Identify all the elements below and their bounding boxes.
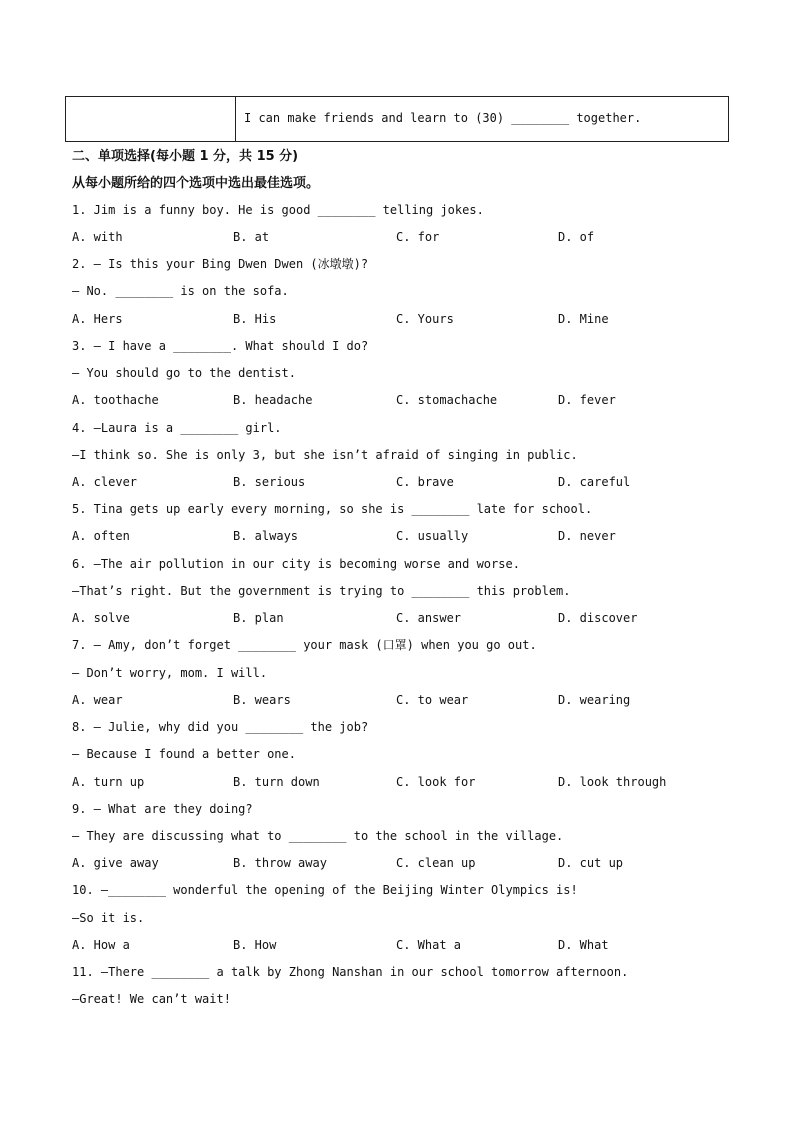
- question-10-option-a[interactable]: A. How a: [72, 938, 130, 952]
- question-3-option-c[interactable]: C. stomachache: [396, 393, 498, 407]
- question-9-option-c[interactable]: C. clean up: [396, 856, 476, 870]
- question-5-option-d[interactable]: D. never: [558, 529, 616, 543]
- question-9-option-a[interactable]: A. give away: [72, 856, 159, 870]
- question-6-option-d[interactable]: D. discover: [558, 611, 638, 625]
- section-instruction: 从每小题所给的四个选项中选出最佳选项。: [72, 176, 320, 191]
- question-6-option-b[interactable]: B. plan: [233, 611, 284, 625]
- question-8-stem: 8. — Julie, why did you ________ the job?: [72, 720, 369, 734]
- question-9-option-b[interactable]: B. throw away: [233, 856, 327, 870]
- question-9-stem: 9. — What are they doing?: [72, 802, 253, 816]
- question-3-reply: — You should go to the dentist.: [72, 366, 296, 380]
- question-9-reply: — They are discussing what to ________ to the school in the village.: [72, 829, 564, 843]
- question-7-option-d[interactable]: D. wearing: [558, 693, 631, 707]
- question-1-option-b[interactable]: B. at: [233, 230, 270, 244]
- question-2-option-c[interactable]: C. Yours: [396, 312, 454, 326]
- question-2-option-d[interactable]: D. Mine: [558, 312, 609, 326]
- question-2-stem: 2. — Is this your Bing Dwen Dwen (冰墩墩)?: [72, 257, 369, 271]
- question-3-option-d[interactable]: D. fever: [558, 393, 616, 407]
- question-1-option-d[interactable]: D. of: [558, 230, 595, 244]
- question-2-option-b[interactable]: B. His: [233, 312, 277, 326]
- question-8-option-d[interactable]: D. look through: [558, 775, 667, 789]
- section-title: 二、单项选择(每小题 1 分，共 15 分): [72, 149, 299, 164]
- question-6-option-a[interactable]: A. solve: [72, 611, 130, 625]
- question-3-stem: 3. — I have a ________. What should I do?: [72, 339, 369, 353]
- question-7-option-a[interactable]: A. wear: [72, 693, 123, 707]
- question-2-option-a[interactable]: A. Hers: [72, 312, 123, 326]
- question-5-option-c[interactable]: C. usually: [396, 529, 469, 543]
- question-4-option-b[interactable]: B. serious: [233, 475, 306, 489]
- question-7-option-c[interactable]: C. to wear: [396, 693, 469, 707]
- question-3-option-a[interactable]: A. toothache: [72, 393, 159, 407]
- question-3-option-b[interactable]: B. headache: [233, 393, 313, 407]
- question-8-option-a[interactable]: A. turn up: [72, 775, 145, 789]
- question-6-reply: —That’s right. But the government is trying to ________ this problem.: [72, 584, 571, 598]
- table-empty-cell: [66, 97, 236, 141]
- question-10-option-b[interactable]: B. How: [233, 938, 277, 952]
- question-8-option-c[interactable]: C. look for: [396, 775, 476, 789]
- question-6-stem: 6. —The air pollution in our city is becoming worse and worse.: [72, 557, 520, 571]
- question-7-option-b[interactable]: B. wears: [233, 693, 291, 707]
- question-8-option-b[interactable]: B. turn down: [233, 775, 320, 789]
- answer-table: [65, 96, 729, 142]
- question-4-reply: —I think so. She is only 3, but she isn’t afraid of singing in public.: [72, 448, 578, 462]
- question-4-option-a[interactable]: A. clever: [72, 475, 138, 489]
- question-1-option-c[interactable]: C. for: [396, 230, 440, 244]
- question-5-option-b[interactable]: B. always: [233, 529, 299, 543]
- table-text-cell: I can make friends and learn to (30) ________ together.: [244, 111, 642, 125]
- question-11-stem: 11. —There ________ a talk by Zhong Nanshan in our school tomorrow afternoon.: [72, 965, 629, 979]
- question-10-option-c[interactable]: C. What a: [396, 938, 462, 952]
- question-7-reply: — Don’t worry, mom. I will.: [72, 666, 268, 680]
- question-8-reply: — Because I found a better one.: [72, 747, 296, 761]
- question-5-option-a[interactable]: A. often: [72, 529, 130, 543]
- question-7-stem: 7. — Amy, don’t forget ________ your mask (口罩) when you go out.: [72, 638, 537, 652]
- question-4-stem: 4. —Laura is a ________ girl.: [72, 421, 282, 435]
- question-2-reply: — No. ________ is on the sofa.: [72, 284, 289, 298]
- question-11-reply: —Great! We can’t wait!: [72, 992, 231, 1006]
- question-10-stem: 10. —________ wonderful the opening of the Beijing Winter Olympics is!: [72, 883, 578, 897]
- question-4-option-d[interactable]: D. careful: [558, 475, 631, 489]
- question-1-option-a[interactable]: A. with: [72, 230, 123, 244]
- question-10-reply: —So it is.: [72, 911, 145, 925]
- question-9-option-d[interactable]: D. cut up: [558, 856, 624, 870]
- question-6-option-c[interactable]: C. answer: [396, 611, 462, 625]
- question-4-option-c[interactable]: C. brave: [396, 475, 454, 489]
- question-5-stem: 5. Tina gets up early every morning, so she is ________ late for school.: [72, 502, 593, 516]
- question-1-stem: 1. Jim is a funny boy. He is good ________ telling jokes.: [72, 203, 484, 217]
- question-10-option-d[interactable]: D. What: [558, 938, 609, 952]
